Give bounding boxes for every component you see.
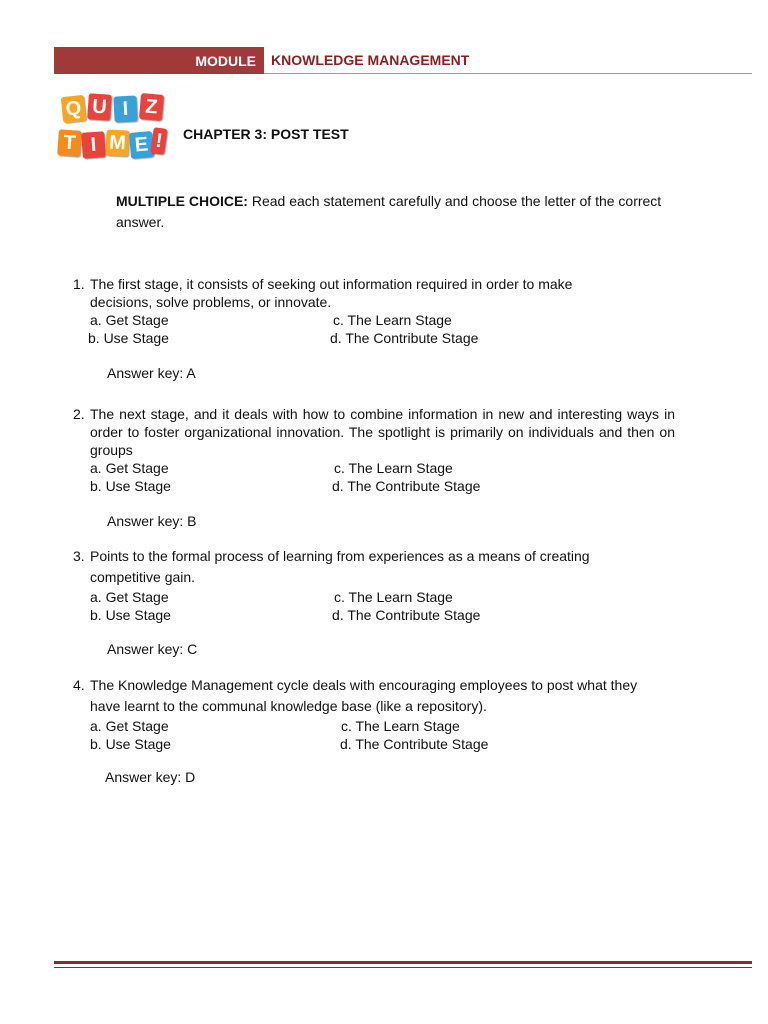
chapter-title: CHAPTER 3: POST TEST	[183, 126, 349, 142]
option-a: a. Get Stage	[90, 312, 169, 328]
question-1	[73, 275, 675, 347]
answer-key-2: Answer key: B	[107, 513, 197, 529]
logo-tile: U	[87, 93, 112, 121]
option-d: d. The Contribute Stage	[332, 478, 481, 494]
logo-tile: Q	[61, 95, 87, 123]
answer-key-3: Answer key: C	[107, 641, 198, 657]
option-b: b. Use Stage	[90, 607, 171, 623]
question-3	[73, 546, 675, 624]
question-number: 3.	[73, 548, 85, 564]
answer-key-4: Answer key: D	[105, 769, 196, 785]
option-c: c. The Learn Stage	[334, 589, 453, 605]
logo-tile: !	[150, 127, 167, 155]
instructions-text: Read each statement carefully and choose the letter of the correct answer.	[116, 193, 662, 230]
option-b: b. Use Stage	[90, 478, 171, 494]
logo-tile: T	[57, 129, 82, 157]
option-c: c. The Learn Stage	[341, 718, 460, 734]
question-text: The first stage, it consists of seeking out information required in order to make decisions, solve problems, or innovate.	[90, 276, 573, 310]
answer-key-1: Answer key: A	[107, 365, 196, 381]
option-a: a. Get Stage	[90, 589, 169, 605]
logo-tile: I	[113, 95, 137, 122]
option-c: c. The Learn Stage	[333, 312, 452, 328]
quiz-time-logo	[56, 92, 166, 162]
question-number: 1.	[73, 276, 85, 292]
option-a: a. Get Stage	[90, 718, 169, 734]
question-text: Points to the formal process of learning from experiences as a means of creating competitive gain.	[90, 548, 590, 585]
question-4	[73, 675, 675, 753]
instructions	[116, 191, 676, 233]
option-d: d. The Contribute Stage	[332, 607, 481, 623]
module-label: MODULE	[54, 47, 264, 74]
logo-tile: I	[81, 131, 106, 159]
question-2	[73, 405, 675, 495]
question-text: The Knowledge Management cycle deals with encouraging employees to post what they have learnt to the communal knowledge base (like a repository).	[90, 677, 638, 714]
footer-rule-thin	[54, 967, 752, 968]
logo-tile: Z	[139, 93, 164, 121]
footer-rule	[54, 961, 752, 964]
question-number: 4.	[73, 677, 85, 693]
instructions-lead: MULTIPLE CHOICE:	[116, 193, 248, 209]
option-b: b. Use Stage	[90, 736, 171, 752]
subject-title: KNOWLEDGE MANAGEMENT	[271, 52, 470, 68]
option-d: d. The Contribute Stage	[330, 330, 479, 346]
option-a: a. Get Stage	[90, 460, 169, 476]
question-number: 2.	[73, 406, 85, 422]
option-d: d. The Contribute Stage	[340, 736, 489, 752]
option-b: b. Use Stage	[88, 330, 169, 346]
option-c: c. The Learn Stage	[334, 460, 453, 476]
header-bar	[54, 47, 752, 74]
question-text: The next stage, and it deals with how to combine information in new and interesting ways in order to foster organizational innovation. The spotlight is primarily on individuals and then on groups	[90, 406, 675, 458]
header-rule	[264, 73, 752, 74]
logo-tile: M	[105, 129, 129, 156]
logo-tile: E	[129, 131, 154, 159]
